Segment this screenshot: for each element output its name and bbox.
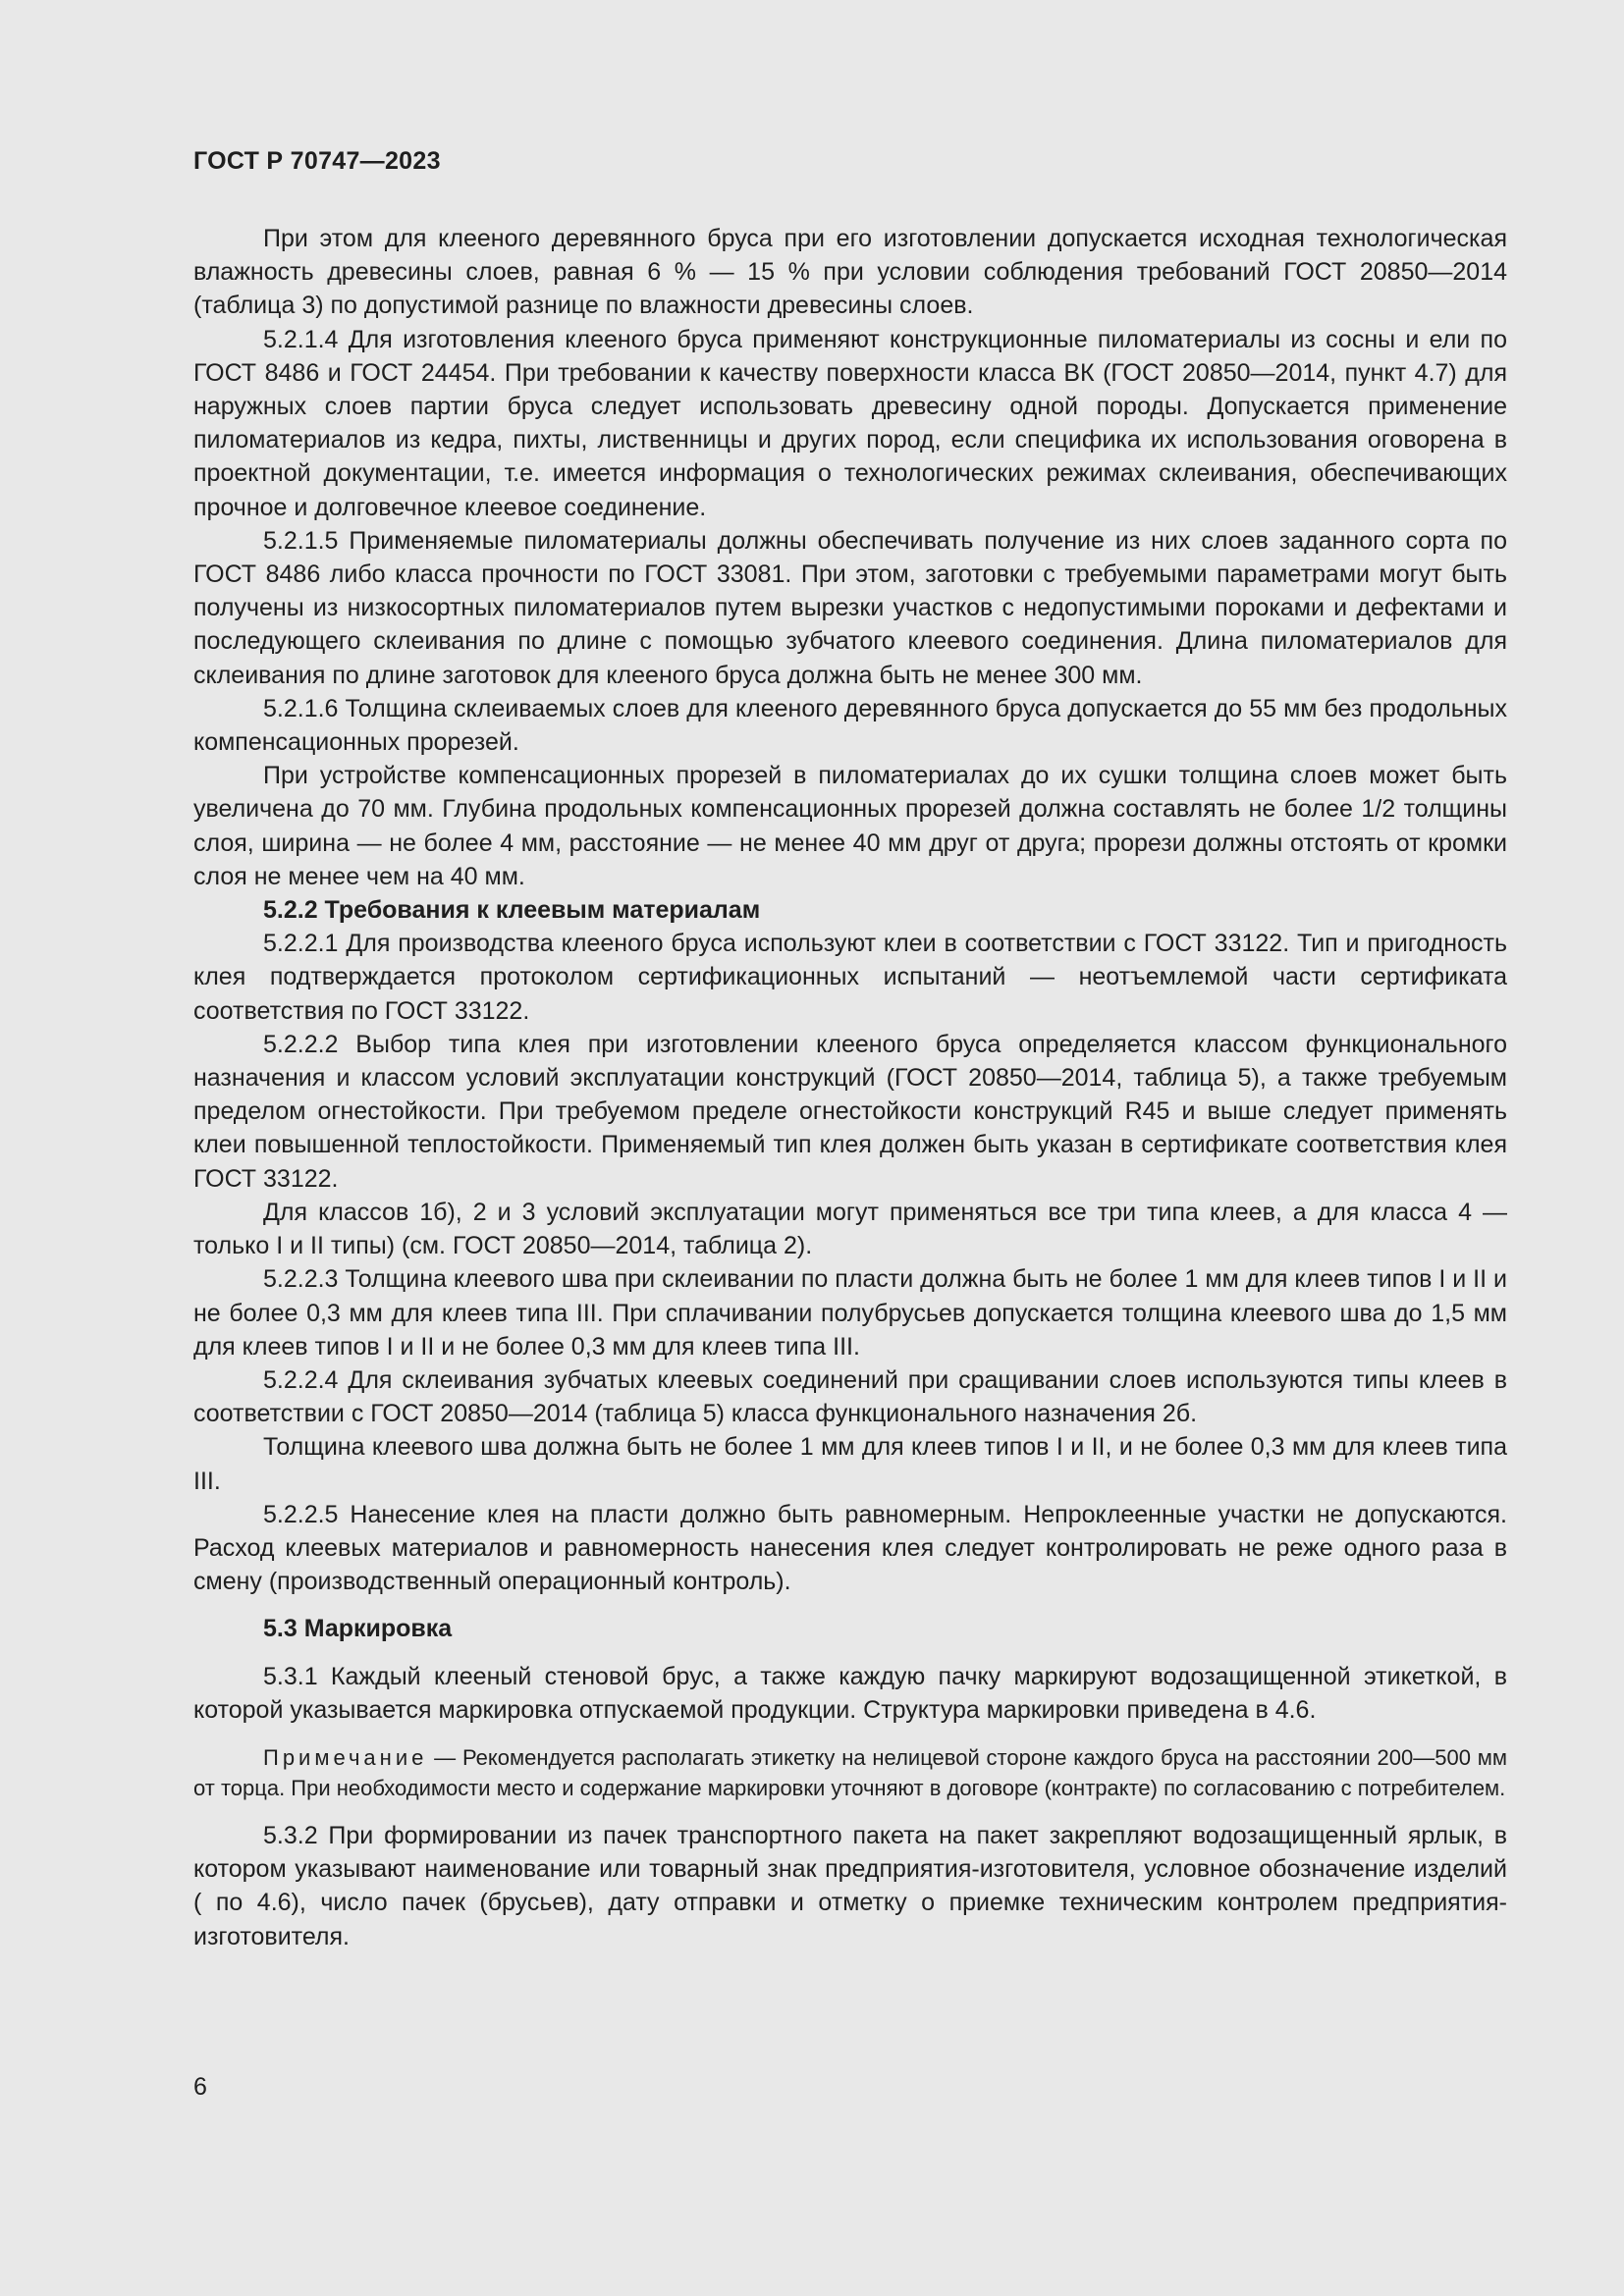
paragraph-5-3-2: 5.3.2 При формировании из пачек транспортного пакета на пакет закрепляют водозащищенный ярлык, в котором указывают наименование или товарный знак предприятия-изготовителя, условное обозначение изделий ( по 4.6), число пачек (брусьев), дату отправки и отметку о приемке техническим контролем предприятия-изготовителя. [193,1821,1507,1950]
paragraph-5-2-1-4: 5.2.1.4 Для изготовления клееного бруса применяют конструкционные пиломатериалы из сосны и ели по ГОСТ 8486 и ГОСТ 24454. При требовании к качеству поверхности класса ВК (ГОСТ 20850—2014, пункт 4.7) для наружных слоев партии бруса следует использовать древесину одной породы. Допускается применение пиломатериалов из кедра, пихты, лиственницы и других пород, если специфика их использования оговорена в проектной документации, т.е. имеется информация о технологических режимах склеивания, обеспечивающих прочное и долговечное клеевое соединение. [193,325,1507,521]
paragraph-5-2-2-5: 5.2.2.5 Нанесение клея на пласти должно быть равномерным. Непроклеенные участки не допускаются. Расход клеевых материалов и равномерность нанесения клея следует контролировать не реже одного раза в смену (производственный операционный контроль). [193,1500,1507,1596]
paragraph: Толщина клеевого шва должна быть не более 1 мм для клеев типов I и II, и не более 0,3 мм для клеев типа III. [193,1433,1507,1495]
paragraph-5-2-2-2: 5.2.2.2 Выбор типа клея при изготовлении клееного бруса определяется классом функционального назначения и классом условий эксплуатации конструкций (ГОСТ 20850—2014, таблица 5), а также требуемым пределом огнестойкости. При требуемом пределе огнестойкости конструкций R45 и выше следует применять клеи повышенной теплостойкости. Применяемый тип клея должен быть указан в сертификате соответствия клея ГОСТ 33122. [193,1030,1507,1193]
paragraph-5-2-1-5: 5.2.1.5 Применяемые пиломатериалы должны обеспечивать получение из них слоев заданного сорта по ГОСТ 8486 либо класса прочности по ГОСТ 33081. При этом, заготовки с требуемыми параметрами могут быть получены из низкосортных пиломатериалов путем вырезки участков с недопустимыми пороками и дефектами и последующего склеивания по длине с помощью зубчатого клеевого соединения. Длина пиломатериалов для склеивания по длине заготовок для клееного бруса должна быть не менее 300 мм. [193,526,1507,689]
note [193,1742,1507,1803]
paragraph-5-3-1: 5.3.1 Каждый клееный стеновой брус, а также каждую пачку маркируют водозащищенной этикеткой, в которой указывается маркировка отпускаемой продукции. Структура маркировки приведена в 4.6. [193,1662,1507,1724]
paragraph-5-2-2-4: 5.2.2.4 Для склеивания зубчатых клеевых соединений при сращивании слоев используются типы клеев в соответствии с ГОСТ 20850—2014 (таблица 5) класса функционального назначения 2б. [193,1365,1507,1428]
paragraph: При этом для клееного деревянного бруса при его изготовлении допускается исходная технологическая влажность древесины слоев, равная 6 % — 15 % при условии соблюдения требований ГОСТ 20850—2014 (таблица 3) по допустимой разнице по влажности древесины слоев. [193,225,1507,320]
paragraph-5-2-2-3: 5.2.2.3 Толщина клеевого шва при склеивании по пласти должна быть не более 1 мм для клеев типов I и II и не более 0,3 мм для клеев типа III. При сплачивании полубрусьев допускается толщина клеевого шва до 1,5 мм для клеев типов I и II и не более 0,3 мм для клеев типа III. [193,1265,1507,1361]
page-number: 6 [193,2073,207,2101]
section-heading-5-3: 5.3 Маркировка [263,1615,453,1643]
section-heading-5-2-2: 5.2.2 Требования к клеевым материалам [263,896,761,925]
paragraph-5-2-1-6: 5.2.1.6 Толщина склеиваемых слоев для клееного деревянного бруса допускается до 55 мм без продольных компенсационных прорезей. [193,694,1507,757]
paragraph: При устройстве компенсационных прорезей в пиломатериалах до их сушки толщина слоев может быть увеличена до 70 мм. Глубина продольных компенсационных прорезей должна составлять не более 1/2 толщины слоя, ширина — не более 4 мм, расстояние — не менее 40 мм друг от друга; прорези должны отстоять от кромки слоя не менее чем на 40 мм. [193,762,1507,890]
paragraph: Для классов 1б), 2 и 3 условий эксплуатации могут применяться все три типа клеев, а для класса 4 — только I и II типы) (см. ГОСТ 20850—2014, таблица 2). [193,1198,1507,1260]
document-header: ГОСТ Р 70747—2023 [193,147,441,175]
note-text: — Рекомендуется располагать этикетку на нелицевой стороне каждого бруса на расстоянии 200—500 мм от торца. При необходимости место и содержание маркировки уточняют в договоре (контракте) по согласованию с потребителем. [193,1744,1507,1800]
note-label: Примечание [263,1744,428,1770]
paragraph-5-2-2-1: 5.2.2.1 Для производства клееного бруса используют клеи в соответствии с ГОСТ 33122. Тип и пригодность клея подтверждается протоколом сертификационных испытаний — неотъемлемой части сертификата соответствия по ГОСТ 33122. [193,930,1507,1025]
page-body [193,222,1507,1953]
